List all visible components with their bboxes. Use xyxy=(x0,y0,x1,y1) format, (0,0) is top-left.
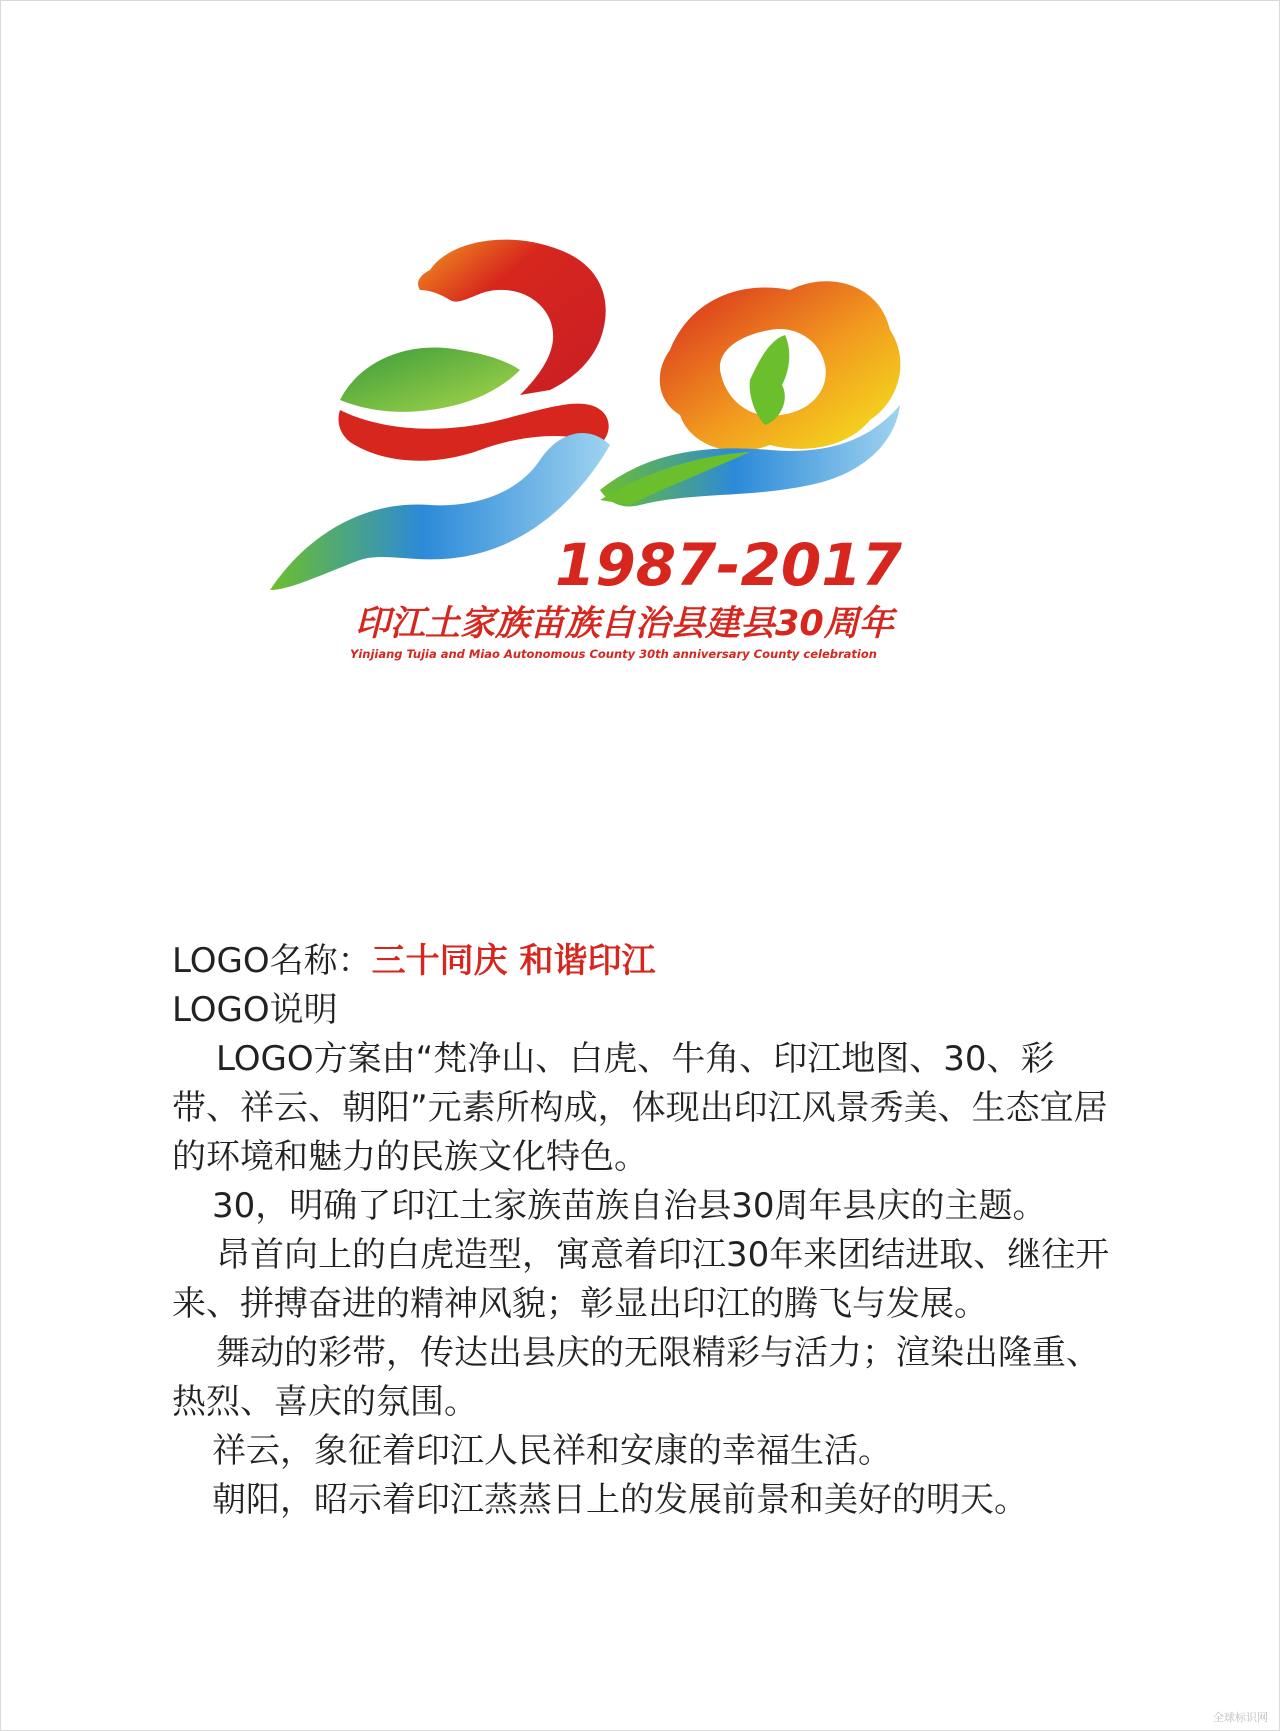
logo-name-value: 三十同庆 和谐印江 xyxy=(371,941,656,981)
paragraph-tiger: 昂首向上的白虎造型，寓意着印江30年来团结进取、继往开来、拼搏奋进的精神风貌；彰显出印江的腾飞与发展。 xyxy=(172,1235,1110,1324)
anniversary-logo xyxy=(270,230,1030,710)
watermark: 全球标识网 xyxy=(1213,1711,1268,1724)
map-shape xyxy=(750,335,790,425)
logo-title-cn: 印江土家族苗族自治县建县30周年 xyxy=(355,604,894,644)
mountain-shape xyxy=(340,347,520,411)
paragraph-cloud: 祥云，象征着印江人民祥和安康的幸福生活。 xyxy=(212,1431,892,1471)
logo-name-label: LOGO名称： xyxy=(172,941,372,981)
logo-title-en: Yinjiang Tujia and Miao Autonomous County 30th anniversary County celebration xyxy=(350,647,877,661)
logo-explain-heading: LOGO说明 xyxy=(172,990,338,1030)
logo-years: 1987-2017 xyxy=(555,531,902,599)
paragraph-elements: LOGO方案由“梵净山、白虎、牛角、印江地图、30、彩带、祥云、朝阳”元素所构成，体现出印江风景秀美、生态宜居的环境和魅力的民族文化特色。 xyxy=(172,1039,1108,1177)
paragraph-theme: 30，明确了印江土家族苗族自治县30周年县庆的主题。 xyxy=(212,1186,1047,1226)
paragraph-sun: 朝阳，昭示着印江蒸蒸日上的发展前景和美好的明天。 xyxy=(212,1480,1028,1520)
logo-graphic xyxy=(270,230,1030,710)
paragraph-ribbon: 舞动的彩带，传达出县庆的无限精彩与活力；渲染出隆重、热烈、喜庆的氛围。 xyxy=(172,1333,1100,1422)
logo-description xyxy=(172,937,1112,1525)
logo-name-line xyxy=(172,937,1112,986)
